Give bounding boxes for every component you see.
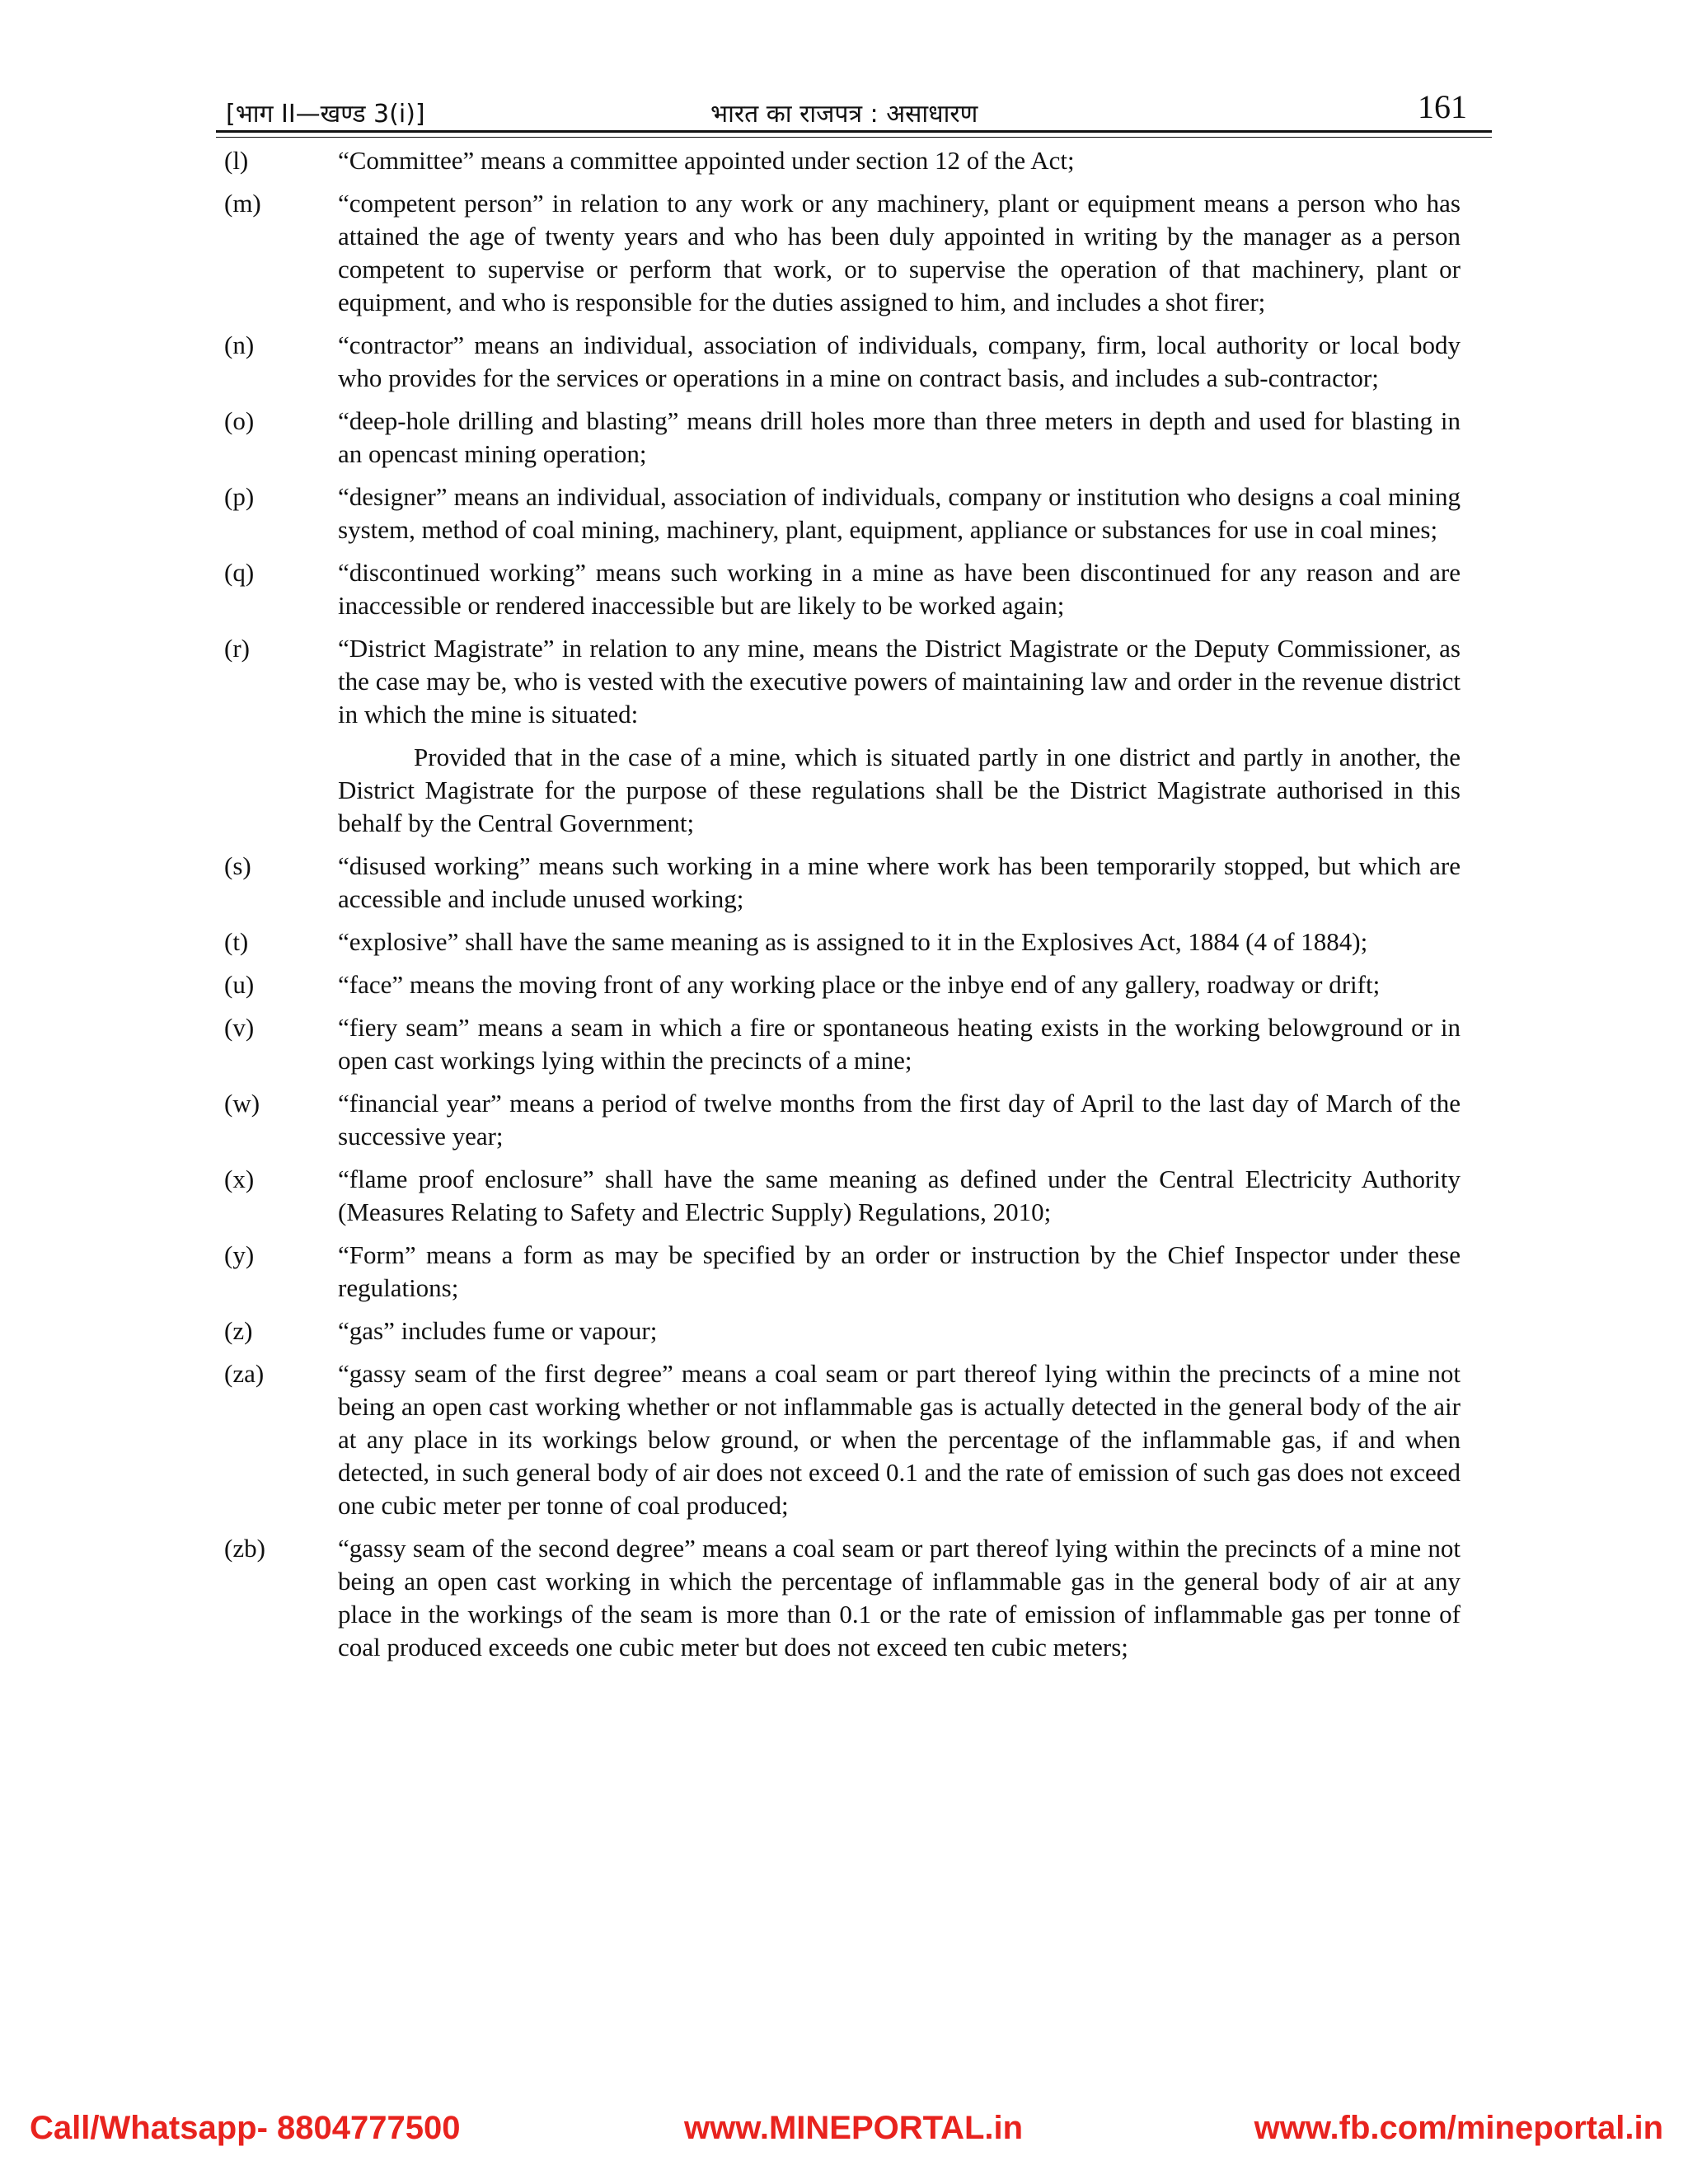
definition-text: “gas” includes fume or vapour; xyxy=(338,1316,658,1345)
definition-label: (u) xyxy=(224,970,255,999)
proviso-paragraph: Provided that in the case of a mine, which is situated partly in one district and partly in another, the District Magistrate for the purpose of these regulations shall be the District Magistrate authorised in this behalf by the Central Government; xyxy=(338,743,1461,837)
definition-label: (z) xyxy=(224,1316,253,1345)
definition-item xyxy=(224,1163,1461,1229)
definition-label: (za) xyxy=(224,1359,265,1388)
definition-label: (n) xyxy=(224,330,255,359)
definition-text: “disused working” means such working in a mine where work has been temporarily stopped, but which are accessible and include unused working; xyxy=(338,851,1461,913)
definition-text: “explosive” shall have the same meaning as is assigned to it in the Explosives Act, 1884 (4 of 1884); xyxy=(338,927,1368,956)
definition-item xyxy=(224,1532,1461,1664)
definition-item xyxy=(224,1239,1461,1305)
page-footer xyxy=(0,2110,1688,2159)
definition-label: (x) xyxy=(224,1165,255,1193)
definition-item xyxy=(224,405,1461,471)
definition-item xyxy=(224,480,1461,546)
definition-text: “contractor” means an individual, association of individuals, company, firm, local authority or local body who provides for the services or operations in a mine on contract basis, and includes a sub-contractor; xyxy=(338,330,1461,392)
definition-label: (m) xyxy=(224,189,261,218)
definition-text: “competent person” in relation to any work or any machinery, plant or equipment means a person who has attained the age of twenty years and who has been duly appointed in writing by the manager as a person competent to supervise or perform that work, or to supervise the operation of that machinery, plant or equipment, and who is responsible for the duties assigned to him, and includes a shot firer; xyxy=(338,189,1461,316)
footer-website-link[interactable]: www.MINEPORTAL.in xyxy=(684,2110,1024,2146)
definition-label: (zb) xyxy=(224,1534,265,1563)
definition-text: “Committee” means a committee appointed under section 12 of the Act; xyxy=(338,146,1075,175)
definition-label: (y) xyxy=(224,1240,255,1269)
definition-label: (o) xyxy=(224,406,255,435)
definition-item xyxy=(224,1315,1461,1347)
definition-label: (s) xyxy=(224,851,251,880)
header-rule-thin xyxy=(216,137,1492,138)
definition-text: “financial year” means a period of twelve months from the first day of April to the last day of March of the successive year; xyxy=(338,1089,1461,1151)
definition-text: “flame proof enclosure” shall have the same meaning as defined under the Central Electricity Authority (Measures Relating to Safety and Electric Supply) Regulations, 2010; xyxy=(338,1165,1461,1226)
definition-text: “discontinued working” means such working in a mine as have been discontinued for any reason and are inaccessible or rendered inaccessible but are likely to be worked again; xyxy=(338,558,1461,620)
footer-facebook-link[interactable]: www.fb.com/mineportal.in xyxy=(1254,2110,1663,2146)
definition-item xyxy=(224,926,1461,958)
header-gazette-title: भारत का राजपत्र : असाधारण xyxy=(710,100,978,129)
definition-label: (t) xyxy=(224,927,249,956)
definition-item xyxy=(224,1011,1461,1077)
definition-text: “gassy seam of the second degree” means a coal seam or part thereof lying within the precincts of a mine not being an open cast working in which the percentage of inflammable gas in the general body of air at any place in the workings of the seam is more than 0.1 or the rate of emission of inflammable gas per tonne of coal produced exceeds one cubic meter but does not exceed ten cubic meters; xyxy=(338,1534,1461,1661)
definition-label: (w) xyxy=(224,1089,260,1118)
definition-item xyxy=(224,144,1461,177)
header-rule-thick xyxy=(216,130,1492,133)
definition-text: “designer” means an individual, association of individuals, company or institution who designs a coal mining system, method of coal mining, machinery, plant, equipment, appliance or substances for use in coal mines; xyxy=(338,482,1461,544)
definition-text: “deep-hole drilling and blasting” means drill holes more than three meters in depth and used for blasting in an opencast mining operation; xyxy=(338,406,1461,468)
definition-item xyxy=(224,968,1461,1001)
definition-label: (r) xyxy=(224,634,250,663)
page-number: 161 xyxy=(1418,88,1467,125)
definition-item xyxy=(224,850,1461,916)
definition-label: (l) xyxy=(224,146,249,175)
definition-item xyxy=(224,187,1461,319)
header-part-label: [भाग II—खण्ड 3(i)] xyxy=(226,100,425,129)
page-header xyxy=(216,87,1492,130)
definition-label: (q) xyxy=(224,558,255,587)
definition-item xyxy=(224,329,1461,395)
definitions-list xyxy=(224,144,1461,1674)
definition-label: (v) xyxy=(224,1013,255,1042)
definition-text: “gassy seam of the first degree” means a coal seam or part thereof lying within the precincts of a mine not being an open cast working whether or not inflammable gas is actually detected in the general body of the air at any place in its workings below ground, or when the percentage of the inflammable gas, if and when detected, in such general body of air does not exceed 0.1 and the rate of emission of such gas does not exceed one cubic meter per tonne of coal produced; xyxy=(338,1359,1461,1520)
definition-item xyxy=(224,1087,1461,1153)
footer-contact: Call/Whatsapp- 8804777500 xyxy=(30,2110,461,2146)
definition-label: (p) xyxy=(224,482,255,511)
definition-item xyxy=(224,556,1461,622)
definition-item xyxy=(224,1357,1461,1522)
definition-text: “fiery seam” means a seam in which a fire or spontaneous heating exists in the working belowground or in open cast workings lying within the precincts of a mine; xyxy=(338,1013,1461,1075)
definition-text: “Form” means a form as may be specified by an order or instruction by the Chief Inspector under these regulations; xyxy=(338,1240,1461,1302)
definition-text: “District Magistrate” in relation to any mine, means the District Magistrate or the Deputy Commissioner, as the case may be, who is vested with the executive powers of maintaining law and order in the revenue district in which the mine is situated: xyxy=(338,634,1461,729)
definition-text: “face” means the moving front of any working place or the inbye end of any gallery, roadway or drift; xyxy=(338,970,1381,999)
definition-item xyxy=(224,632,1461,731)
